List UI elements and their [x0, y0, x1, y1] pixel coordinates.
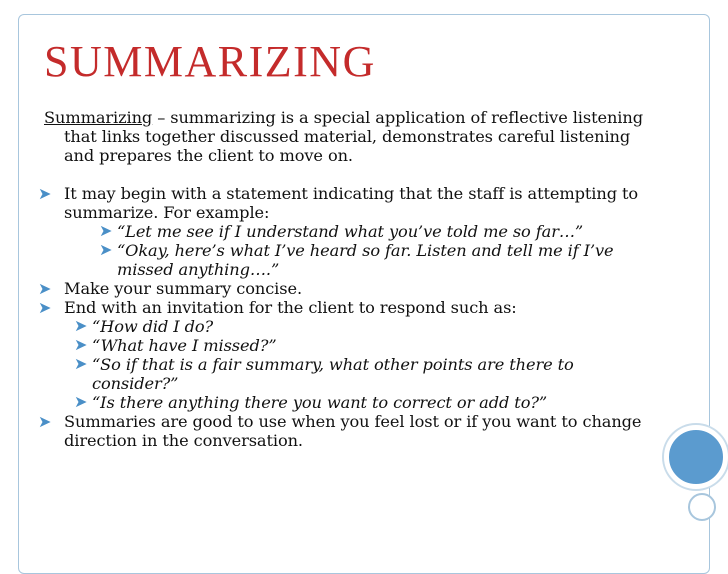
bullet-text: Summaries are good to use when you feel lost or if you want to change direction in the conversation.: [64, 412, 642, 450]
sub-bullet-item: [44, 241, 664, 279]
intro-term: Summarizing: [44, 108, 153, 127]
slide-title: SUMMARIZING: [44, 37, 376, 86]
sub-bullet-text: “Let me see if I understand what you’ve told me so far…”: [117, 222, 584, 241]
bullet-text: Make your summary concise.: [64, 279, 302, 298]
sub-bullet-text: “Is there anything there you want to correct or add to?”: [92, 393, 548, 412]
arrow-bullet-icon: ➤: [74, 354, 88, 373]
sub-bullet-item: [44, 222, 664, 241]
intro-paragraph: [44, 108, 664, 165]
decorative-circle: [664, 425, 728, 489]
sub-bullet-item: [44, 355, 664, 393]
arrow-bullet-icon: ➤: [38, 412, 52, 431]
slide-body: [38, 108, 664, 450]
bullet-item: [38, 184, 664, 222]
sub-bullet-text: “Okay, here’s what I’ve heard so far. Listen and tell me if I’ve missed anything….”: [117, 241, 614, 279]
bullet-text: End with an invitation for the client to respond such as:: [64, 298, 517, 317]
arrow-bullet-icon: ➤: [99, 221, 113, 240]
arrow-bullet-icon: ➤: [74, 392, 88, 411]
sub-bullet-text: “So if that is a fair summary, what other points are there to consider?”: [92, 355, 574, 393]
bullet-item: [38, 412, 664, 450]
intro-text: – summarizing is a special application of reflective listening that links together discussed material, demonstrates careful listening and prepares the client to move on.: [64, 108, 643, 165]
decorative-ring: [688, 493, 716, 521]
arrow-bullet-icon: ➤: [74, 335, 88, 354]
arrow-bullet-icon: ➤: [38, 298, 52, 317]
arrow-bullet-icon: ➤: [74, 316, 88, 335]
sub-bullet-item: [44, 336, 664, 355]
bullet-item: [38, 279, 664, 298]
sub-bullet-text: “How did I do?: [92, 317, 214, 336]
arrow-bullet-icon: ➤: [99, 240, 113, 259]
arrow-bullet-icon: ➤: [38, 279, 52, 298]
arrow-bullet-icon: ➤: [38, 184, 52, 203]
bullet-item: [38, 298, 664, 317]
sub-bullet-item: [44, 393, 664, 412]
sub-bullet-item: [44, 317, 664, 336]
bullet-text: It may begin with a statement indicating that the staff is attempting to summarize. For example:: [64, 184, 639, 222]
sub-bullet-text: “What have I missed?”: [92, 336, 277, 355]
